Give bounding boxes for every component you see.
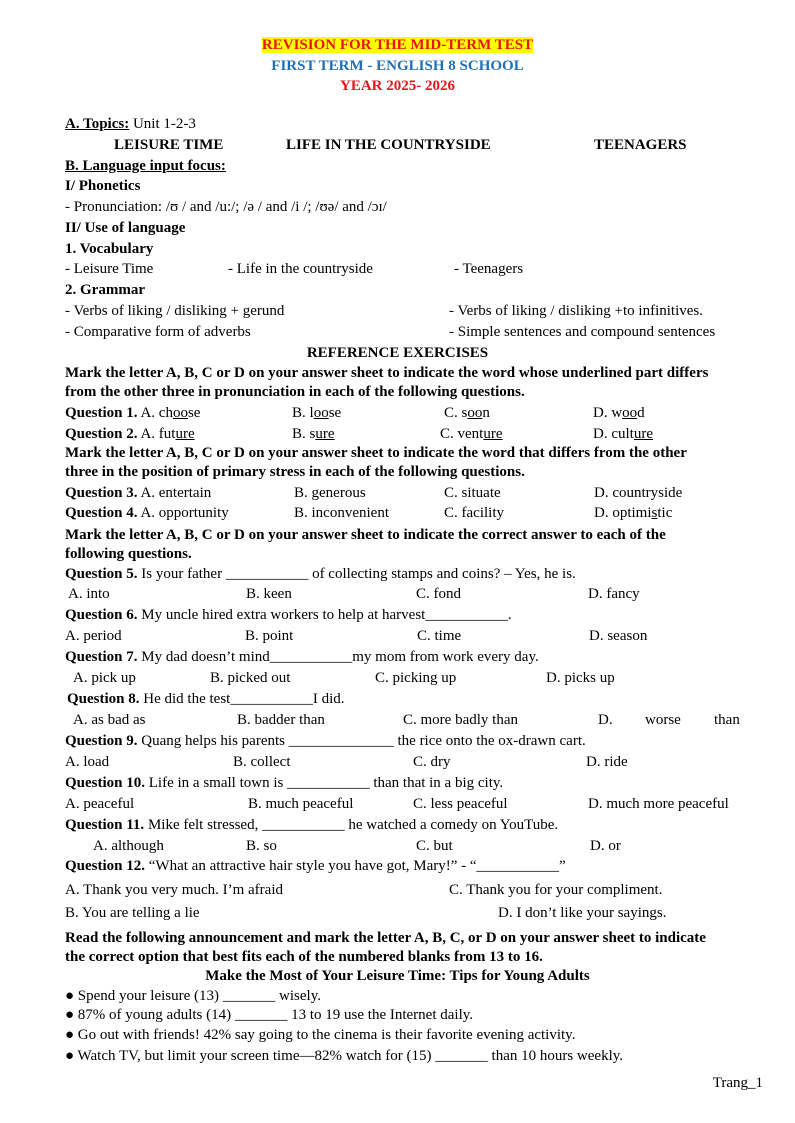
vocab-heading: 1. Vocabulary xyxy=(65,241,154,257)
option-b: B. You are telling a lie xyxy=(65,905,200,921)
page-number: Trang_1 xyxy=(712,1075,763,1091)
option-d: D. ride xyxy=(586,754,628,770)
question-label: Question 12. xyxy=(65,858,146,874)
option-c: C. time xyxy=(417,628,462,644)
doc-title: REVISION FOR THE MID-TERM TEST xyxy=(261,37,534,53)
question-label: Question 9. xyxy=(65,733,138,749)
option-c: C. fond xyxy=(416,586,461,602)
question-label: Question 3. xyxy=(65,485,138,501)
instruction: following questions. xyxy=(65,546,192,562)
vocab-item: - Teenagers xyxy=(454,261,524,277)
doc-title-line xyxy=(0,36,795,55)
option-d: D. much more peaceful xyxy=(588,796,729,812)
option-d: D. culture xyxy=(593,426,653,442)
topic-item: LIFE IN THE COUNTRYSIDE xyxy=(286,137,491,153)
option-d: D. optimistic xyxy=(594,505,673,521)
grammar-item: - Verbs of liking / disliking + gerund xyxy=(65,303,285,319)
option-d: D. picks up xyxy=(546,670,615,686)
option-a: A. pick up xyxy=(73,670,136,686)
instruction: three in the position of primary stress in each of the following questions. xyxy=(65,464,525,480)
instruction: from the other three in pronunciation in each of the following questions. xyxy=(65,384,525,400)
question-label: Question 6. xyxy=(65,607,138,623)
question-text: “What an attractive hair style you have got, Mary!” - “___________” xyxy=(145,858,566,874)
grammar-item: - Simple sentences and compound sentences xyxy=(449,324,716,340)
option-b: B. point xyxy=(245,628,294,644)
option-c: C. facility xyxy=(444,505,504,521)
option-c: C. soon xyxy=(444,405,490,421)
option-a: A. although xyxy=(93,838,164,854)
phonetics-heading: I/ Phonetics xyxy=(65,178,141,194)
question-text: Quang helps his parents ______________ the rice onto the ox-drawn cart. xyxy=(137,733,586,749)
option-b: B. badder than xyxy=(237,712,325,728)
topic-item: TEENAGERS xyxy=(594,137,687,153)
option-b: B. loose xyxy=(292,405,342,421)
question-10 xyxy=(65,774,503,793)
grammar-heading: 2. Grammar xyxy=(65,282,145,298)
question-text: My dad doesn’t mind___________my mom from work every day. xyxy=(137,649,539,665)
doc-subtitle: FIRST TERM - ENGLISH 8 SCHOOL xyxy=(271,58,524,74)
focus-heading: B. Language input focus: xyxy=(65,158,226,174)
option-d: D. fancy xyxy=(588,586,640,602)
option-b: B. generous xyxy=(294,485,366,501)
option-b: B. much peaceful xyxy=(248,796,354,812)
document-page: REVISION FOR THE MID-TERM TEST FIRST TERM - ENGLISH 8 SCHOOL YEAR 2025- 2026 A. Topics: Unit 1-2-3 LEISURE TIME LIFE IN THE COUNTRYSIDE TEENAGERS B. Language input focus: I/ Phonetics - Pronunciation: /ʊ / and /u:/; /ə / and /i /; /ʊə/ and /ɔɪ/ II/ Use of language 1. Vocabulary - Leisure Time - Life in the countryside - Teenagers 2. Grammar - Verbs of liking / disliking + gerund - Verbs of liking / disliking +to infinitives. - Comparative form of adverbs - Simple sentences and compound sentences REFERENCE EXERCISES Mark the letter A, B, C or D on your answer sheet to indicate the word whose underlined part differs from the other three in pronunciation in each of the following questions. Question 1. A. choose B. loose C. soon D. wood Question 2. A. future B. sure C. venture D. culture Mark the letter A, B, C or D on your answer sheet to indicate the word that differs from the other three in the position of primary stress in each of the following questions. Question 3. A. entertain B. generous C. situate D. countryside Question 4. A. opportunity B. inconvenient C. facility D. optimistic Mark the letter A, B, C or D on your answer sheet to indicate the correct answer to each of the following questions. Question 5. Is your father ___________ of collecting stamps and coins? – Yes, he is. A. into B. keen C. fond D. fancy Question 6. My uncle hired extra workers to help at harvest___________. A. period B. point C. time D. season Question 7. My dad doesn’t mind___________my mom from work every day. A. pick up B. picked out C. picking up D. picks up Question 8. He did the test___________I did. A. as bad as B. badder than C. more badly than D. worse than Question 9. Quang helps his parents ______________ the rice onto the ox-drawn cart. A. load B. collect C. dry D. ride Question 10. Life in a small town is ___________ than that in a big city. A. peaceful B. much peaceful C. less peaceful D. much more peaceful Question 11. Mike felt stressed, ___________ he watched a comedy on YouTube. A. although B. so C. but D. or Question 12. “What an attractive hair style you have got, Mary!” - “___________” A. Thank you very much. I’m afraid C. Thank you for your compliment. B. You are telling a lie D. I don’t like your sayings. Read the following announcement and mark the letter A, B, C, or D on your answer sheet to indicate the correct option that best fits each of the numbered blanks from 13 to 16. Make the Most of Your Leisure Time: Tips for Young Adults ● Spend your leisure (13) _______ wisely. ● 87% of young adults (14) _______ 13 to 19 use the Internet daily. ● Go out with friends! 42% say going to the cinema is their favorite evening activity. ● Watch TV, but limit your screen time—82% watch for (15) _______ than 10 hours weekly. Trang_1 xyxy=(0,0,795,1123)
topics-label: A. Topics: xyxy=(65,116,130,132)
question-6 xyxy=(65,606,512,625)
question-label: Question 4. xyxy=(65,505,138,521)
instruction: Read the following announcement and mark the letter A, B, C, or D on your answer sheet to indicate xyxy=(65,930,706,946)
vocab-item: - Life in the countryside xyxy=(228,261,373,277)
option-c: C. dry xyxy=(413,754,451,770)
instruction: Mark the letter A, B, C or D on your answer sheet to indicate the word whose underlined part differs xyxy=(65,365,709,381)
question-text: He did the test___________I did. xyxy=(139,691,345,707)
use-heading: II/ Use of language xyxy=(65,220,186,236)
reading-bullet: ● Spend your leisure (13) _______ wisely. xyxy=(65,988,321,1004)
reading-bullet: ● 87% of young adults (14) _______ 13 to 19 use the Internet daily. xyxy=(65,1007,474,1023)
grammar-item: - Comparative form of adverbs xyxy=(65,324,251,340)
option-b: B. keen xyxy=(246,586,292,602)
option-a: A. into xyxy=(68,586,110,602)
question-12 xyxy=(65,857,566,876)
option-c: C. less peaceful xyxy=(413,796,508,812)
option-b: B. sure xyxy=(292,426,335,442)
option-c: C. picking up xyxy=(375,670,457,686)
option-b: B. inconvenient xyxy=(294,505,389,521)
question-7 xyxy=(65,648,539,667)
option-c: C. situate xyxy=(444,485,501,501)
option-d: D. season xyxy=(589,628,648,644)
instruction: the correct option that best fits each of the numbered blanks from 13 to 16. xyxy=(65,949,543,965)
vocab-item: - Leisure Time xyxy=(65,261,154,277)
question-label: Question 1. xyxy=(65,405,138,421)
grammar-item: - Verbs of liking / disliking +to infinitives. xyxy=(449,303,704,319)
question-label: Question 10. xyxy=(65,775,146,791)
option-d-letter: D. xyxy=(598,712,613,728)
option-b: B. so xyxy=(246,838,277,854)
topics-value: Unit 1-2-3 xyxy=(129,116,196,132)
topics-line xyxy=(65,115,196,134)
question-text: Is your father ___________ of collecting stamps and coins? – Yes, he is. xyxy=(137,566,576,582)
question-8 xyxy=(67,690,345,709)
reading-title: Make the Most of Your Leisure Time: Tips for Young Adults xyxy=(205,968,590,984)
exercises-title: REFERENCE EXERCISES xyxy=(306,345,489,361)
option-c: C. venture xyxy=(440,426,503,442)
option-d: D. wood xyxy=(593,405,645,421)
option-a: A. load xyxy=(65,754,110,770)
question-text: Life in a small town is ___________ than that in a big city. xyxy=(145,775,504,791)
option-b: B. collect xyxy=(233,754,291,770)
option-a: A. as bad as xyxy=(73,712,146,728)
option-d: D. or xyxy=(590,838,621,854)
option-b: B. picked out xyxy=(210,670,291,686)
question-label: Question 2. xyxy=(65,426,138,442)
question-label: Question 7. xyxy=(65,649,138,665)
option-d-word: than xyxy=(714,712,740,728)
question-label: Question 11. xyxy=(65,817,145,833)
phonetics-text: - Pronunciation: /ʊ / and /u:/; /ə / and /i /; /ʊə/ and /ɔɪ/ xyxy=(65,199,387,215)
option-d: D. I don’t like your sayings. xyxy=(498,905,667,921)
question-text: Mike felt stressed, ___________ he watched a comedy on YouTube. xyxy=(144,817,559,833)
option-d-word: worse xyxy=(645,712,681,728)
doc-year: YEAR 2025- 2026 xyxy=(340,78,455,94)
option-c: C. Thank you for your compliment. xyxy=(449,882,663,898)
option-c: C. but xyxy=(416,838,453,854)
question-9 xyxy=(65,732,586,751)
option-c: C. more badly than xyxy=(403,712,518,728)
topic-item: LEISURE TIME xyxy=(114,137,224,153)
question-5 xyxy=(65,565,576,584)
option-a: A. Thank you very much. I’m afraid xyxy=(65,882,283,898)
option-d: D. countryside xyxy=(594,485,683,501)
instruction: Mark the letter A, B, C or D on your answer sheet to indicate the correct answer to each of the xyxy=(65,527,666,543)
option-a: A. peaceful xyxy=(65,796,135,812)
question-label: Question 5. xyxy=(65,566,138,582)
question-text: My uncle hired extra workers to help at harvest___________. xyxy=(137,607,512,623)
reading-bullet: ● Go out with friends! 42% say going to the cinema is their favorite evening activity. xyxy=(65,1027,576,1043)
instruction: Mark the letter A, B, C or D on your answer sheet to indicate the word that differs from the other xyxy=(65,445,687,461)
reading-bullet: ● Watch TV, but limit your screen time—82% watch for (15) _______ than 10 hours weekly. xyxy=(65,1048,624,1064)
option-a: A. period xyxy=(65,628,122,644)
question-label: Question 8. xyxy=(67,691,140,707)
question-11 xyxy=(65,816,558,835)
